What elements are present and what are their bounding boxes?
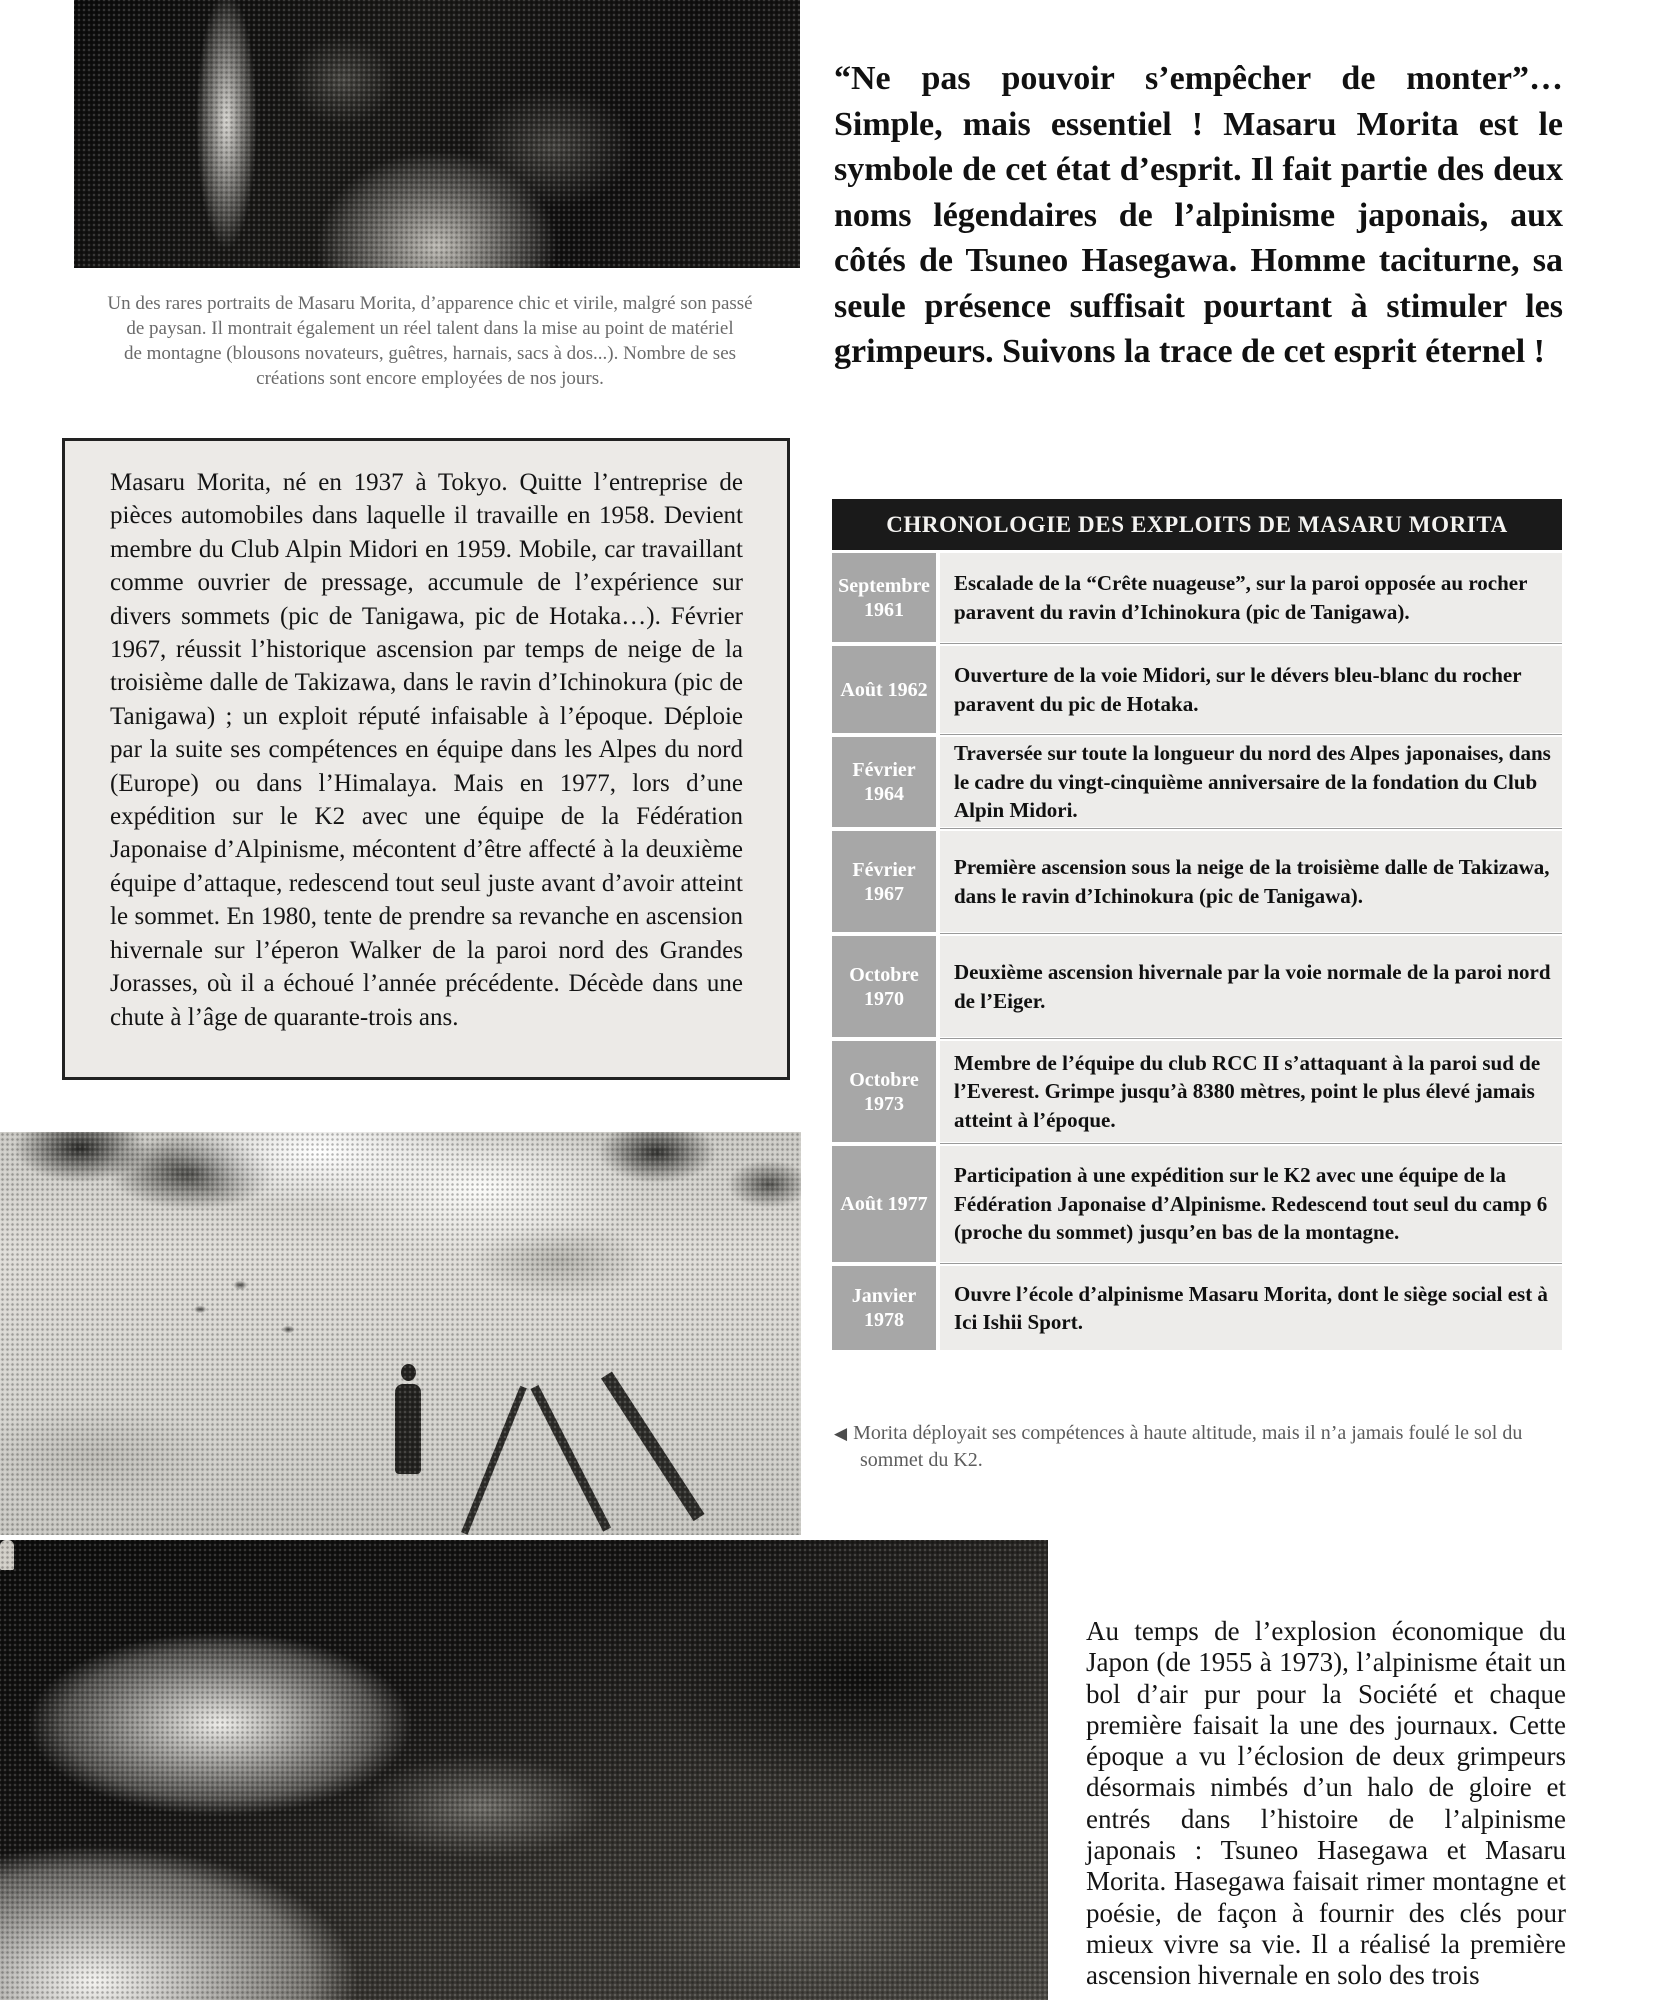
tent-pole [461, 1386, 527, 1535]
portrait-caption-line: de montagne (blousons novateurs, guêtres, harnais, sacs à dos...). Nombre de ses [123, 343, 737, 364]
bio-text: Masaru Morita, né en 1937 à Tokyo. Quitte l’entreprise de pièces automobiles dans laquelle il travaille en 1958. Devient membre du Club Alpin Midori en 1959. Mobile, car travaillant comme ouvrier de pressage, accumule de l’expérience sur divers sommets (pic de Tanigawa, pic de Hotaka…). Février 1967, réussit l’historique ascension par temps de neige de la troisième dalle de Takizawa, dans le ravin d’Ichinokura (pic de Tanigawa) ; un exploit réputé infaisable à l’époque. Déploie par la suite ses compétences en équipe dans les Alpes du nord (Europe) ou dans l’Himalaya. Mais en 1977, lors d’une expédition sur le K2 avec une équipe de la Fédération Japonaise d’Alpinisme, mécontent d’être affecté à la deuxième équipe d’attaque, redescend tout seul juste avant d’avoir atteint le sommet. En 1980, tente de prendre sa revanche en ascension hivernale sur l’éperon Walker de la paroi nord des Grandes Jorasses, où il a échoué l’année précédente. Décède dans une chute à l’âge de quarante-trois ans. [110, 469, 743, 1031]
tent-pole [601, 1371, 704, 1521]
bio-box [62, 438, 790, 1080]
date-cell: Octobre 1973 [832, 1041, 936, 1142]
event-cell: Participation à une expédition sur le K2 avec une équipe de la Fédération Japonaise d’Alpinisme. Redescend tout seul du camp 6 (proche du sommet) jusqu’en bas de la montagne. [940, 1146, 1562, 1262]
portrait-caption-line: de paysan. Il montrait également un réel talent dans la mise au point de matériel [126, 318, 734, 339]
person-figure [395, 1384, 421, 1474]
date-cell: Septembre 1961 [832, 553, 936, 642]
event-cell: Première ascension sous la neige de la troisième dalle de Takizawa, dans le ravin d’Ichinokura (pic de Tanigawa). [940, 831, 1562, 932]
portrait-caption [60, 291, 800, 391]
date-cell: Février 1967 [832, 831, 936, 932]
event-cell: Traversée sur toute la longueur du nord des Alpes japonaises, dans le cadre du vingt-cinquième anniversaire de la fondation du Club Alpin Midori. [940, 737, 1562, 827]
table-row [832, 1146, 1562, 1262]
morita-portrait-photo [74, 0, 800, 268]
table-row [832, 936, 1562, 1037]
table-row [832, 737, 1562, 827]
tent-pole [530, 1385, 611, 1532]
table-row [832, 553, 1562, 642]
date-cell: Août 1962 [832, 646, 936, 733]
date-cell: Février 1964 [832, 737, 936, 827]
mountain-ridge-photo [0, 1540, 1048, 2000]
left-arrow-icon: ◀ [834, 1424, 848, 1443]
event-cell: Ouvre l’école d’alpinisme Masaru Morita, dont le siège social est à Ici Ishii Sport. [940, 1266, 1562, 1350]
portrait-caption-line: créations sont encore employées de nos jours. [256, 368, 604, 389]
date-cell: Août 1977 [832, 1146, 936, 1262]
date-cell: Octobre 1970 [832, 936, 936, 1037]
event-cell: Deuxième ascension hivernale par la voie normale de la paroi nord de l’Eiger. [940, 936, 1562, 1037]
person-figure-head [401, 1364, 416, 1381]
portrait-caption-line: Un des rares portraits de Masaru Morita, d’apparence chic et virile, malgré son passé [107, 293, 753, 314]
event-cell: Escalade de la “Crête nuageuse”, sur la paroi opposée au rocher paravent du ravin d’Ichinokura (pic de Tanigawa). [940, 553, 1562, 642]
k2-caption [834, 1420, 1566, 1473]
date-cell: Janvier 1978 [832, 1266, 936, 1350]
table-row [832, 646, 1562, 733]
intro-paragraph: “Ne pas pouvoir s’empêcher de monter”… Simple, mais essentiel ! Masaru Morita est le symbole de cet état d’esprit. Il fait partie des deux noms légendaires de l’alpinisme japonais, aux côtés de Tsuneo Hasegawa. Homme taciturne, sa seule présence suffisait pourtant à stimuler les grimpeurs. Suivons la trace de cet esprit éternel ! [834, 60, 1563, 370]
timeline-rows [832, 553, 1562, 1350]
table-row [832, 1041, 1562, 1142]
timeline-table [832, 499, 1562, 1350]
k2-caption-text: Morita déployait ses compétences à haute altitude, mais il n’a jamais foulé le sol du sommet du K2. [853, 1422, 1523, 1471]
table-row [832, 831, 1562, 932]
table-row [832, 1266, 1562, 1350]
timeline-header: CHRONOLOGIE DES EXPLOITS DE MASARU MORITA [832, 499, 1562, 550]
climber-figure [0, 1540, 14, 1570]
event-cell: Membre de l’équipe du club RCC II s’attaquant à la paroi sud de l’Everest. Grimpe jusqu’à 8380 mètres, point le plus élevé jamais atteint à l’époque. [940, 1041, 1562, 1142]
event-cell: Ouverture de la voie Midori, sur le dévers bleu-blanc du rocher paravent du pic de Hotaka. [940, 646, 1562, 733]
snowfield-camp-photo [0, 1132, 801, 1535]
body-paragraph: Au temps de l’explosion économique du Japon (de 1955 à 1973), l’alpinisme était un bol d’air pur pour la Société et chaque première faisait la une des journaux. Cette époque a vu l’éclosion de deux grimpeurs désormais nimbés d’un halo de gloire et entrés dans l’histoire de l’alpinisme japonais : Tsuneo Hasegawa et Masaru Morita. Hasegawa faisait rimer montagne et poésie, de façon à fournir des clés pour mieux vivre sa vie. Il a réalisé la première ascension hivernale en solo des trois [1086, 1616, 1566, 1991]
